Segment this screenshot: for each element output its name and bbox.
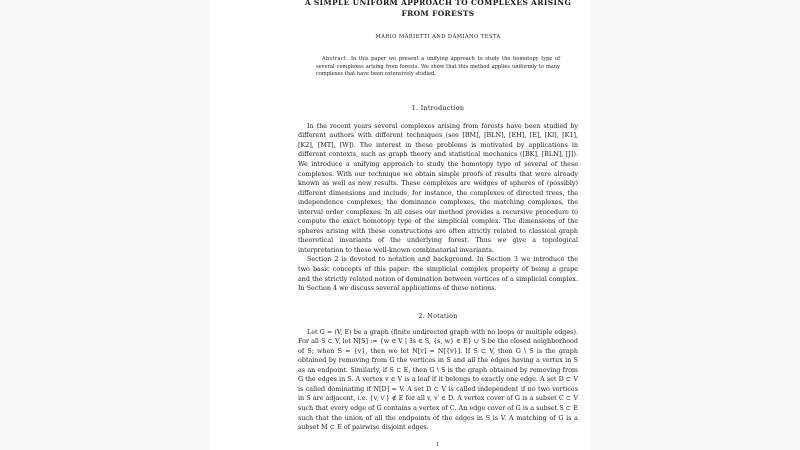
paper-page bbox=[210, 0, 590, 450]
authors: MARIO MARIETTI AND DAMIANO TESTA bbox=[375, 34, 501, 40]
intro-paragraph-1: In the recent years several complexes arising from forests have been studied by different authors with different techniques (see [BM], [BLN], [EH], [E], [Kl], [K1], [K2], [MT], [W]). The interest in these problems is motivated by applications in different contexts, such as graph theory and statistical mechanics ([BK], [BLN], [J]). We introduce a unifying approach to study the homotopy type of several of these complexes. With our technique we obtain simple proofs of results that were already known as well as new results. These complexes are wedges of spheres of (possibly) different dimensions and include, for instance, the complexes of directed trees, the independence complexes, the dominance complexes, the matching complexes, the interval order complexes. In all cases our method provides a recursive procedure to compute the exact homotopy type of the simplicial complex. The dimensions of the spheres arising with these constructions are often strictly related to classical graph theoretical invariants of the underlying forest. Thus we give a topological interpretation to these well-known combinatorial invariants. bbox=[298, 121, 578, 254]
intro-paragraph-2: Section 2 is devoted to notation and background. In Section 3 we introduce the two basic concepts of this paper: the simplicial complex property of being a grape and the strictly related notion of domination between vertices of a simplicial complex. In Section 4 we discuss several applications of these notions. bbox=[298, 255, 578, 293]
section-heading-introduction: 1. Introduction bbox=[411, 104, 465, 112]
right-margin bbox=[590, 0, 800, 450]
left-margin bbox=[0, 0, 210, 450]
abstract bbox=[316, 56, 560, 79]
notation-paragraph-1: Let G = (V, E) be a graph (finite undirected graph with no loops or multiple edges). For all S ⊂ V, let N[S] := {w ∈ V | ∃s ∈ S, {s, w} ∈ E} ∪ S be the closed neighborhood of S; when S = {v}, then we let N[v] = N[{v}]. If S ⊂ V, then G \ S is the graph obtained by removing from G the vertices in S and all the edges having a vertex in S as an endpoint. Similarly, if S ⊂ E, then G \ S is the graph obtained by removing from G the edges in S. A vertex v ∈ V is a leaf if it belongs to exactly one edge. A set D ⊂ V is called dominating if N[D] = V. A set D ⊂ V is called independent if no two vertices in S are adjacent, i.e. {v, v′} ∉ E for all v, v′ ∈ D. A vertex cover of G is a subset C ⊂ V such that every edge of G contains a vertex of C. An edge cover of G is a subset S ⊂ E such that the union of all the endpoints of the edges in S is V. A matching of G is a subset M ⊂ E of pairwise disjoint edges. bbox=[298, 327, 578, 432]
abstract-text: In this paper we present a unifying approach to study the homotopy type of several complexes arising from forests. We show that this method applies uniformly to many complexes that have been extensively studied. bbox=[316, 56, 560, 78]
title-line-2: FROM FORESTS bbox=[401, 9, 475, 18]
page-content bbox=[298, 0, 578, 433]
title-line-1: A SIMPLE UNIFORM APPROACH TO COMPLEXES ARISING bbox=[304, 0, 572, 7]
abstract-label: Abstract. bbox=[322, 56, 349, 62]
page-number: 1 bbox=[436, 442, 440, 448]
section-heading-notation: 2. Notation bbox=[418, 312, 458, 320]
paper-title bbox=[298, 0, 578, 19]
